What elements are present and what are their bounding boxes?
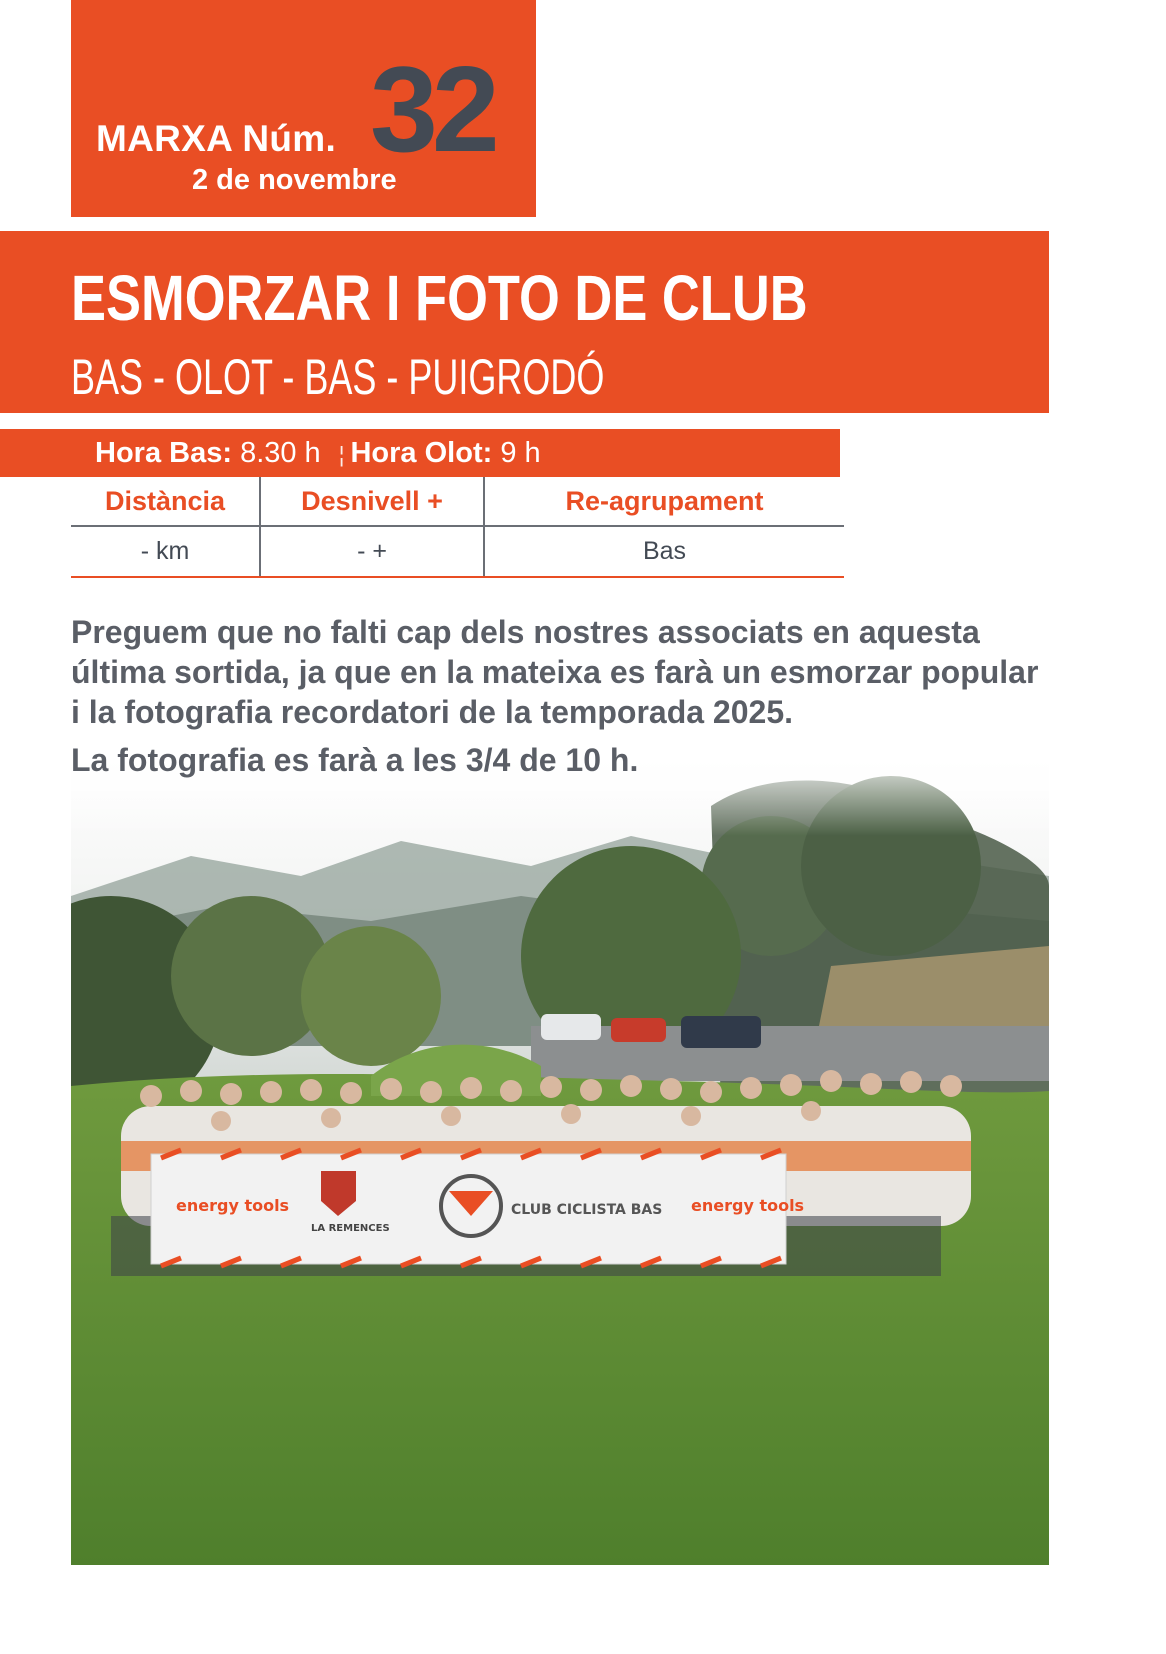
olot-time-label: Hora Olot: bbox=[350, 437, 493, 469]
route-subtitle: BAS - OLOT - BAS - PUIGRODÓ bbox=[71, 349, 605, 405]
ride-number-badge bbox=[71, 0, 536, 217]
value-elevation: - + bbox=[260, 526, 484, 577]
banner-logo-club: CLUB CICLISTA BAS bbox=[511, 1202, 663, 1218]
ride-number: 32 bbox=[370, 41, 494, 177]
olot-time-value: 9 h bbox=[500, 437, 541, 469]
header-distance: Distància bbox=[71, 477, 260, 526]
banner-logo-energy-left: energy tools bbox=[176, 1196, 290, 1215]
schedule-bar bbox=[0, 429, 840, 477]
header-elevation: Desnivell + bbox=[260, 477, 484, 526]
description bbox=[71, 612, 1051, 780]
value-regroup: Bas bbox=[484, 526, 844, 577]
ride-stats-table bbox=[71, 477, 844, 578]
page-title: ESMORZAR I FOTO DE CLUB bbox=[71, 262, 808, 334]
description-paragraph: Preguem que no falti cap dels nostres associats en aquesta última sortida, ja que en la mateixa es farà un esmorzar popular i la fotografia recordatori de la temporada 2025. bbox=[71, 614, 1039, 730]
banner-logo-remences: LA REMENCES bbox=[311, 1223, 390, 1234]
stats-value-row bbox=[71, 526, 844, 577]
bas-time-label: Hora Bas: bbox=[95, 437, 232, 469]
banner-logo-energy-right: energy tools bbox=[691, 1196, 805, 1215]
bas-time-value: 8.30 h bbox=[240, 437, 321, 469]
club-banner bbox=[151, 1150, 804, 1266]
stats-header-row bbox=[71, 477, 844, 526]
ride-date: 2 de novembre bbox=[192, 164, 397, 196]
club-group-photo bbox=[71, 746, 1049, 1565]
title-band bbox=[0, 231, 1049, 413]
photo-time-note: La fotografia es farà a les 3/4 de 10 h. bbox=[71, 742, 639, 778]
value-distance: - km bbox=[71, 526, 260, 577]
ride-label: MARXA Núm. bbox=[96, 118, 337, 159]
schedule-separator: ¦ bbox=[338, 442, 345, 467]
header-regroup: Re-agrupament bbox=[484, 477, 844, 526]
